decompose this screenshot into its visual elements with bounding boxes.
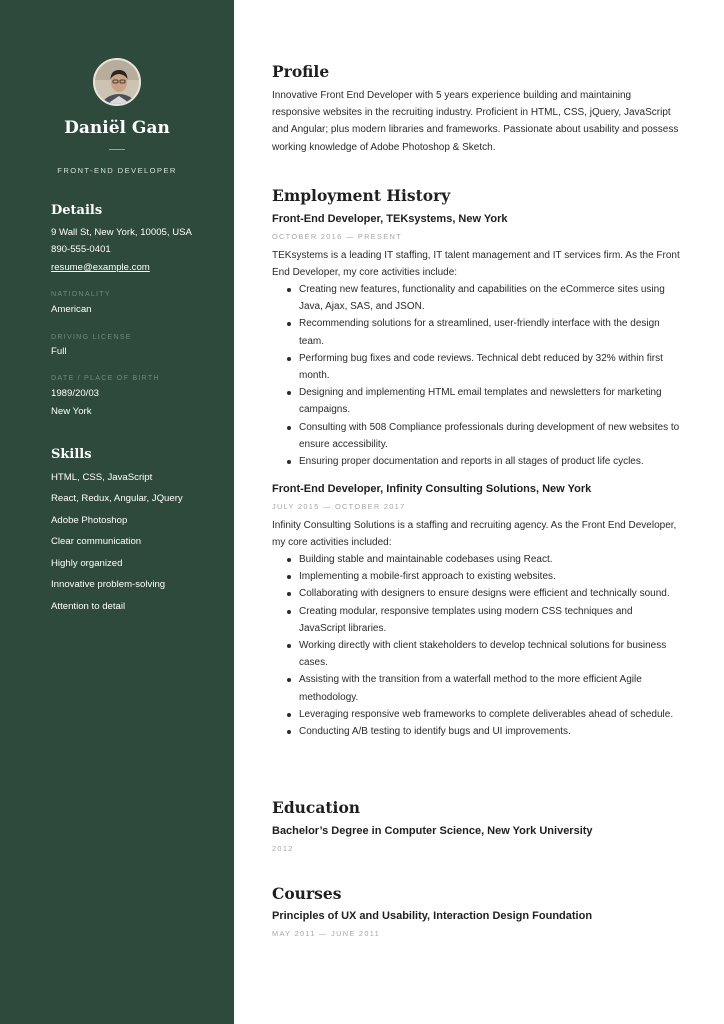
education-year: 2012 xyxy=(272,844,294,853)
nationality-label: NATIONALITY xyxy=(51,289,111,298)
person-photo-icon xyxy=(95,60,141,106)
list-item xyxy=(272,453,680,470)
bullet-icon xyxy=(287,288,291,292)
bullet-text: Creating new features, functionality and capabilities on the eCommerce sites using Java, Ajax, SAS, and JSON. xyxy=(299,284,665,313)
bullet-icon xyxy=(287,391,291,395)
phone: 890-555-0401 xyxy=(51,244,111,255)
bullet-text: Ensuring proper documentation and reports in all stages of product life cycles. xyxy=(299,456,644,468)
bullet-text: Consulting with 508 Compliance professionals during development of new websites to ensure accessibility. xyxy=(299,421,680,450)
birth-date: 1989/20/03 xyxy=(51,388,100,399)
list-item xyxy=(272,585,680,602)
bullet-icon xyxy=(287,678,291,682)
list-item xyxy=(272,568,680,585)
list-item xyxy=(272,603,680,637)
bullet-text: Performing bug fixes and code reviews. Technical debt reduced by 32% within first month. xyxy=(299,352,663,382)
skill-item: HTML, CSS, JavaScript xyxy=(51,472,153,483)
skill-item: React, Redux, Angular, JQuery xyxy=(51,493,183,504)
birth-place: New York xyxy=(51,406,92,417)
bullet-icon xyxy=(287,713,291,717)
list-item xyxy=(272,671,680,705)
bullet-icon xyxy=(287,357,291,361)
job-intro: Infinity Consulting Solutions is a staffing and recruiting agency. As the Front End Developer, my core activities included: xyxy=(272,520,677,549)
job-dates: JULY 2015 — OCTOBER 2017 xyxy=(272,502,406,511)
list-item xyxy=(272,281,680,315)
list-item xyxy=(272,315,680,349)
bullet-icon xyxy=(287,460,291,464)
course-dates: MAY 2011 — JUNE 2011 xyxy=(272,929,381,938)
skill-item: Clear communication xyxy=(51,536,142,547)
list-item xyxy=(272,419,680,453)
skill-item: Adobe Photoshop xyxy=(51,515,128,526)
bullet-icon xyxy=(287,426,291,430)
license-label: DRIVING LICENSE xyxy=(51,332,132,341)
bullet-text: Building stable and maintainable codebases using React. xyxy=(299,554,553,565)
profile-text: Innovative Front End Developer with 5 years experience building and maintaining responsive websites in the recruiting industry. Proficient in HTML, CSS, jQuery, JavaScript and Angular; plus modern libraries and frameworks. Passionate about usability and possess working knowledge of Adobe Photoshop & Sketch. xyxy=(272,90,679,153)
course-title: Principles of UX and Usability, Interaction Design Foundation xyxy=(272,910,593,922)
license-value: Full xyxy=(51,346,67,357)
bullet-text: Designing and implementing HTML email templates and newsletters for marketing campaigns. xyxy=(299,387,662,416)
email-link[interactable]: resume@example.com xyxy=(51,262,150,273)
list-item xyxy=(272,706,680,723)
bullet-icon xyxy=(287,558,291,562)
bullet-text: Implementing a mobile-first approach to existing websites. xyxy=(299,571,556,583)
education-heading: Education xyxy=(272,798,361,817)
bullet-icon xyxy=(287,730,291,734)
bullet-text: Working directly with client stakeholders to develop technical solutions for business cases. xyxy=(299,640,667,669)
job-bullet-list xyxy=(272,281,680,470)
name-divider xyxy=(109,149,125,150)
job-title: FRONT-END DEVELOPER xyxy=(57,166,177,175)
bullet-icon xyxy=(287,575,291,579)
candidate-name: Daniël Gan xyxy=(64,118,170,138)
list-item xyxy=(272,350,680,384)
bullet-text: Creating modular, responsive templates using modern CSS techniques and JavaScript libraries. xyxy=(299,605,633,634)
list-item xyxy=(272,723,680,740)
profile-photo xyxy=(93,58,141,106)
address: 9 Wall St, New York, 10005, USA xyxy=(51,227,192,238)
job-bullet-list xyxy=(272,551,680,740)
details-heading: Details xyxy=(51,203,103,218)
birth-label: DATE / PLACE OF BIRTH xyxy=(51,373,160,382)
bullet-icon xyxy=(287,610,291,614)
bullet-icon xyxy=(287,592,291,596)
bullet-icon xyxy=(287,322,291,326)
bullet-text: Assisting with the transition from a waterfall method to the more efficient Agile methodology. xyxy=(299,674,642,703)
list-item xyxy=(272,384,680,418)
job-intro: TEKsystems is a leading IT staffing, IT talent management and IT services firm. As the Front End Developer, my core activities include: xyxy=(272,250,680,279)
sidebar xyxy=(0,0,234,1024)
bullet-text: Recommending solutions for a streamlined, user-friendly interface with the design team. xyxy=(299,318,660,347)
job-title-heading: Front-End Developer, Infinity Consulting Solutions, New York xyxy=(272,483,592,495)
list-item xyxy=(272,551,680,568)
skill-item: Highly organized xyxy=(51,558,123,569)
nationality-value: American xyxy=(51,304,92,315)
bullet-icon xyxy=(287,644,291,648)
list-item xyxy=(272,637,680,671)
job-dates: OCTOBER 2016 — PRESENT xyxy=(272,232,402,241)
courses-heading: Courses xyxy=(272,884,342,903)
skills-heading: Skills xyxy=(51,447,92,462)
job-title-heading: Front-End Developer, TEKsystems, New York xyxy=(272,213,508,225)
employment-heading: Employment History xyxy=(272,186,451,205)
bullet-text: Conducting A/B testing to identify bugs and UI improvements. xyxy=(299,726,571,738)
skill-item: Attention to detail xyxy=(51,601,126,612)
degree: Bachelor’s Degree in Computer Science, New York University xyxy=(272,825,593,837)
skill-item: Innovative problem-solving xyxy=(51,579,166,590)
profile-heading: Profile xyxy=(272,62,330,81)
bullet-text: Leveraging responsive web frameworks to complete deliverables ahead of schedule. xyxy=(299,708,674,720)
bullet-text: Collaborating with designers to ensure designs were efficient and technically sound. xyxy=(299,588,670,600)
